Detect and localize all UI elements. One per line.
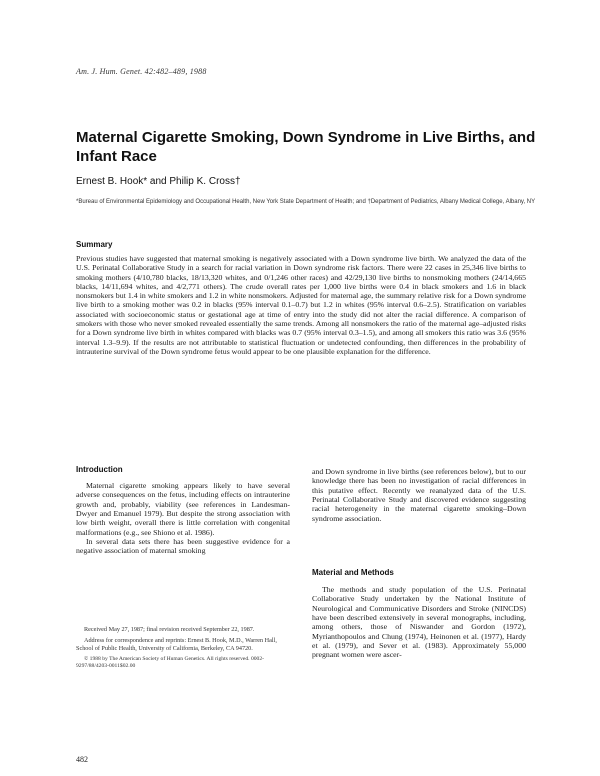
author-list: Ernest B. Hook* and Philip K. Cross† <box>76 176 241 187</box>
left-column <box>76 481 290 556</box>
methods-heading: Material and Methods <box>312 568 394 577</box>
summary-heading: Summary <box>76 240 113 249</box>
footnote-received: Received May 27, 1987; final revision received September 22, 1987. <box>84 626 255 633</box>
right-column <box>312 467 526 523</box>
journal-citation: Am. J. Hum. Genet. 42:482–489, 1988 <box>76 67 207 76</box>
footnote-copyright: © 1988 by The American Society of Human Genetics. All rights reserved. 0002-9297/88/4203-0011$02.00 <box>76 656 264 669</box>
intro-paragraph-2: In several data sets there has been suggestive evidence for a negative association of maternal smoking <box>76 537 290 556</box>
intro-paragraph-continued: and Down syndrome in live births (see references below), but to our knowledge there has been no investigation of racial differences in this putative effect. Recently we reanalyzed data of the U.S. Perinatal Collaborative Study and discovered evidence suggesting racial heterogeneity in the maternal cigarette smoking–Down syndrome association. <box>312 467 526 523</box>
methods-paragraph-1: The methods and study population of the U.S. Perinatal Collaborative Study undertaken by the National Institute of Neurological and Communicative Disorders and Stroke (NINCDS) have been described extensively in several monographs, including, among others, those of Niswander and Gordon (1972), Myrianthopoulos and Chung (1974), Heinonen et al. (1977), Hardy et al. (1979), and Sever et al. (1983). Approximately 55,000 pregnant women were ascer- <box>312 585 526 660</box>
introduction-heading: Introduction <box>76 465 123 474</box>
author-affiliation: *Bureau of Environmental Epidemiology and Occupational Health, New York State Department of Health; and †Department of Pediatrics, Albany Medical College, Albany, NY <box>76 199 536 205</box>
footnotes <box>76 626 290 673</box>
page-number: 482 <box>76 755 88 764</box>
paper-title: Maternal Cigarette Smoking, Down Syndrome in Live Births, and Infant Race <box>76 129 536 165</box>
summary-text: Previous studies have suggested that maternal smoking is negatively associated with a Down syndrome live birth. We analyzed the data of the U.S. Perinatal Collaborative Study in a search for racial variation in Down syndrome risk factors. There were 22 cases in 25,346 live births to smoking mothers (4/10,780 blacks, 18/13,320 whites, and 0/1,246 other races) and 42/29,130 live births to nonsmoking mothers (24/14,665 blacks, 14/11,694 whites, and 4/2,771 others). The crude overall rates per 1,000 live births were 0.4 in black smokers and 1.6 in black nonsmokers but 1.4 in white smokers and 1.2 in white nonsmokers. Adjusted for maternal age, the summary relative risk for a Down syndrome live birth to a smoking mother was 0.2 in blacks (95% interval 0.1–0.7) but 1.2 in whites (95% interval 0.6–2.5). Stratification on variables associated with socioeconomic status or gestational age at time of entry into the study did not alter the racial difference. A comparison of smokers with those who never smoked revealed essentially the same trends. Among all nonsmokers the ratio of the maternal age–adjusted risks for a Down syndrome live birth in whites compared with blacks was 0.7 (95% interval 0.3–1.5), and among all smokers this ratio was 3.6 (95% interval 1.3–9.9). If the results are not attributable to statistical fluctuation or undetected confounding, then differences in the probability of intrauterine survival of the Down syndrome fetus would appear to be one plausible explanation for the difference. <box>76 254 526 356</box>
intro-paragraph-1: Maternal cigarette smoking appears likely to have several adverse consequences on the fetus, including effects on intrauterine growth and, probably, viability (see references in Landesman-Dwyer and Emanuel 1979). But despite the strong association with low birth weight, overall there is little correlation with congenital malformations (e.g., see Shiono et al. 1986). <box>76 481 290 537</box>
footnote-address: Address for correspondence and reprints: Ernest B. Hook, M.D., Warren Hall, School of Public Health, University of California, Berkeley, CA 94720. <box>76 637 277 652</box>
methods-column <box>312 585 526 660</box>
